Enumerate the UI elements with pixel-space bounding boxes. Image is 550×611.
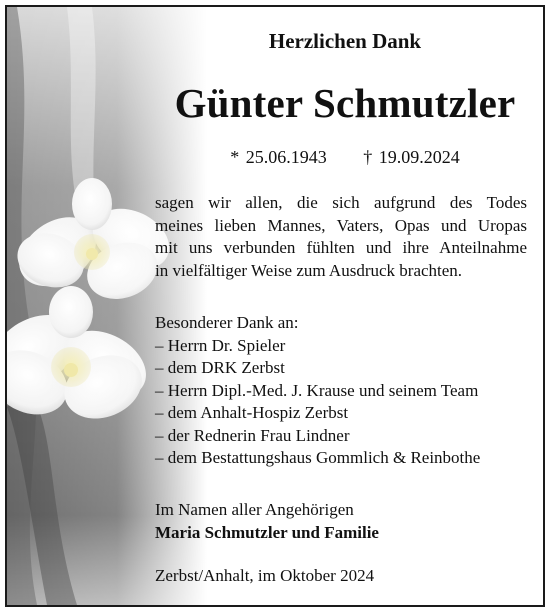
message-line: mit uns verbunden fühlten und ihre Anteilnahme: [155, 238, 527, 257]
birth-date: * 25.06.1943: [230, 147, 327, 167]
message-line: meines lieben Mannes, Vaters, Opas und Uropas: [155, 215, 527, 235]
death-date: † 19.09.2024: [363, 147, 460, 167]
thanks-item: – Herrn Dipl.-Med. J. Krause und seinem Team: [155, 380, 479, 400]
closing-line: Im Namen aller Angehörigen: [155, 500, 354, 519]
deceased-name: Günter Schmutzler: [174, 80, 516, 126]
closing-block: [155, 499, 527, 544]
thanks-item: – Herrn Dr. Spieler: [155, 335, 286, 355]
thanks-item: – dem Anhalt-Hospiz Zerbst: [155, 403, 349, 422]
message-paragraph: [155, 192, 527, 282]
heading: Herzlichen Dank: [268, 29, 422, 53]
thanks-item: – dem DRK Zerbst: [155, 358, 285, 377]
notice-content: [155, 7, 535, 605]
message-line: in vielfältiger Weise zum Ausdruck brachten.: [155, 260, 463, 280]
thanks-list: [155, 312, 527, 470]
signature: Maria Schmutzler und Familie: [155, 522, 379, 542]
thanks-item: – der Rednerin Frau Lindner: [155, 425, 350, 445]
message-line: sagen wir allen, die sich aufgrund des Todes: [155, 193, 527, 212]
place-date-line: Zerbst/Anhalt, im Oktober 2024: [155, 566, 375, 585]
thanks-item: – dem Bestattungshaus Gommlich & Reinbothe: [155, 448, 481, 467]
notice-card: [5, 5, 545, 607]
thanks-intro: Besonderer Dank an:: [155, 313, 299, 332]
place-date: [155, 565, 527, 588]
life-dates: [155, 147, 535, 168]
